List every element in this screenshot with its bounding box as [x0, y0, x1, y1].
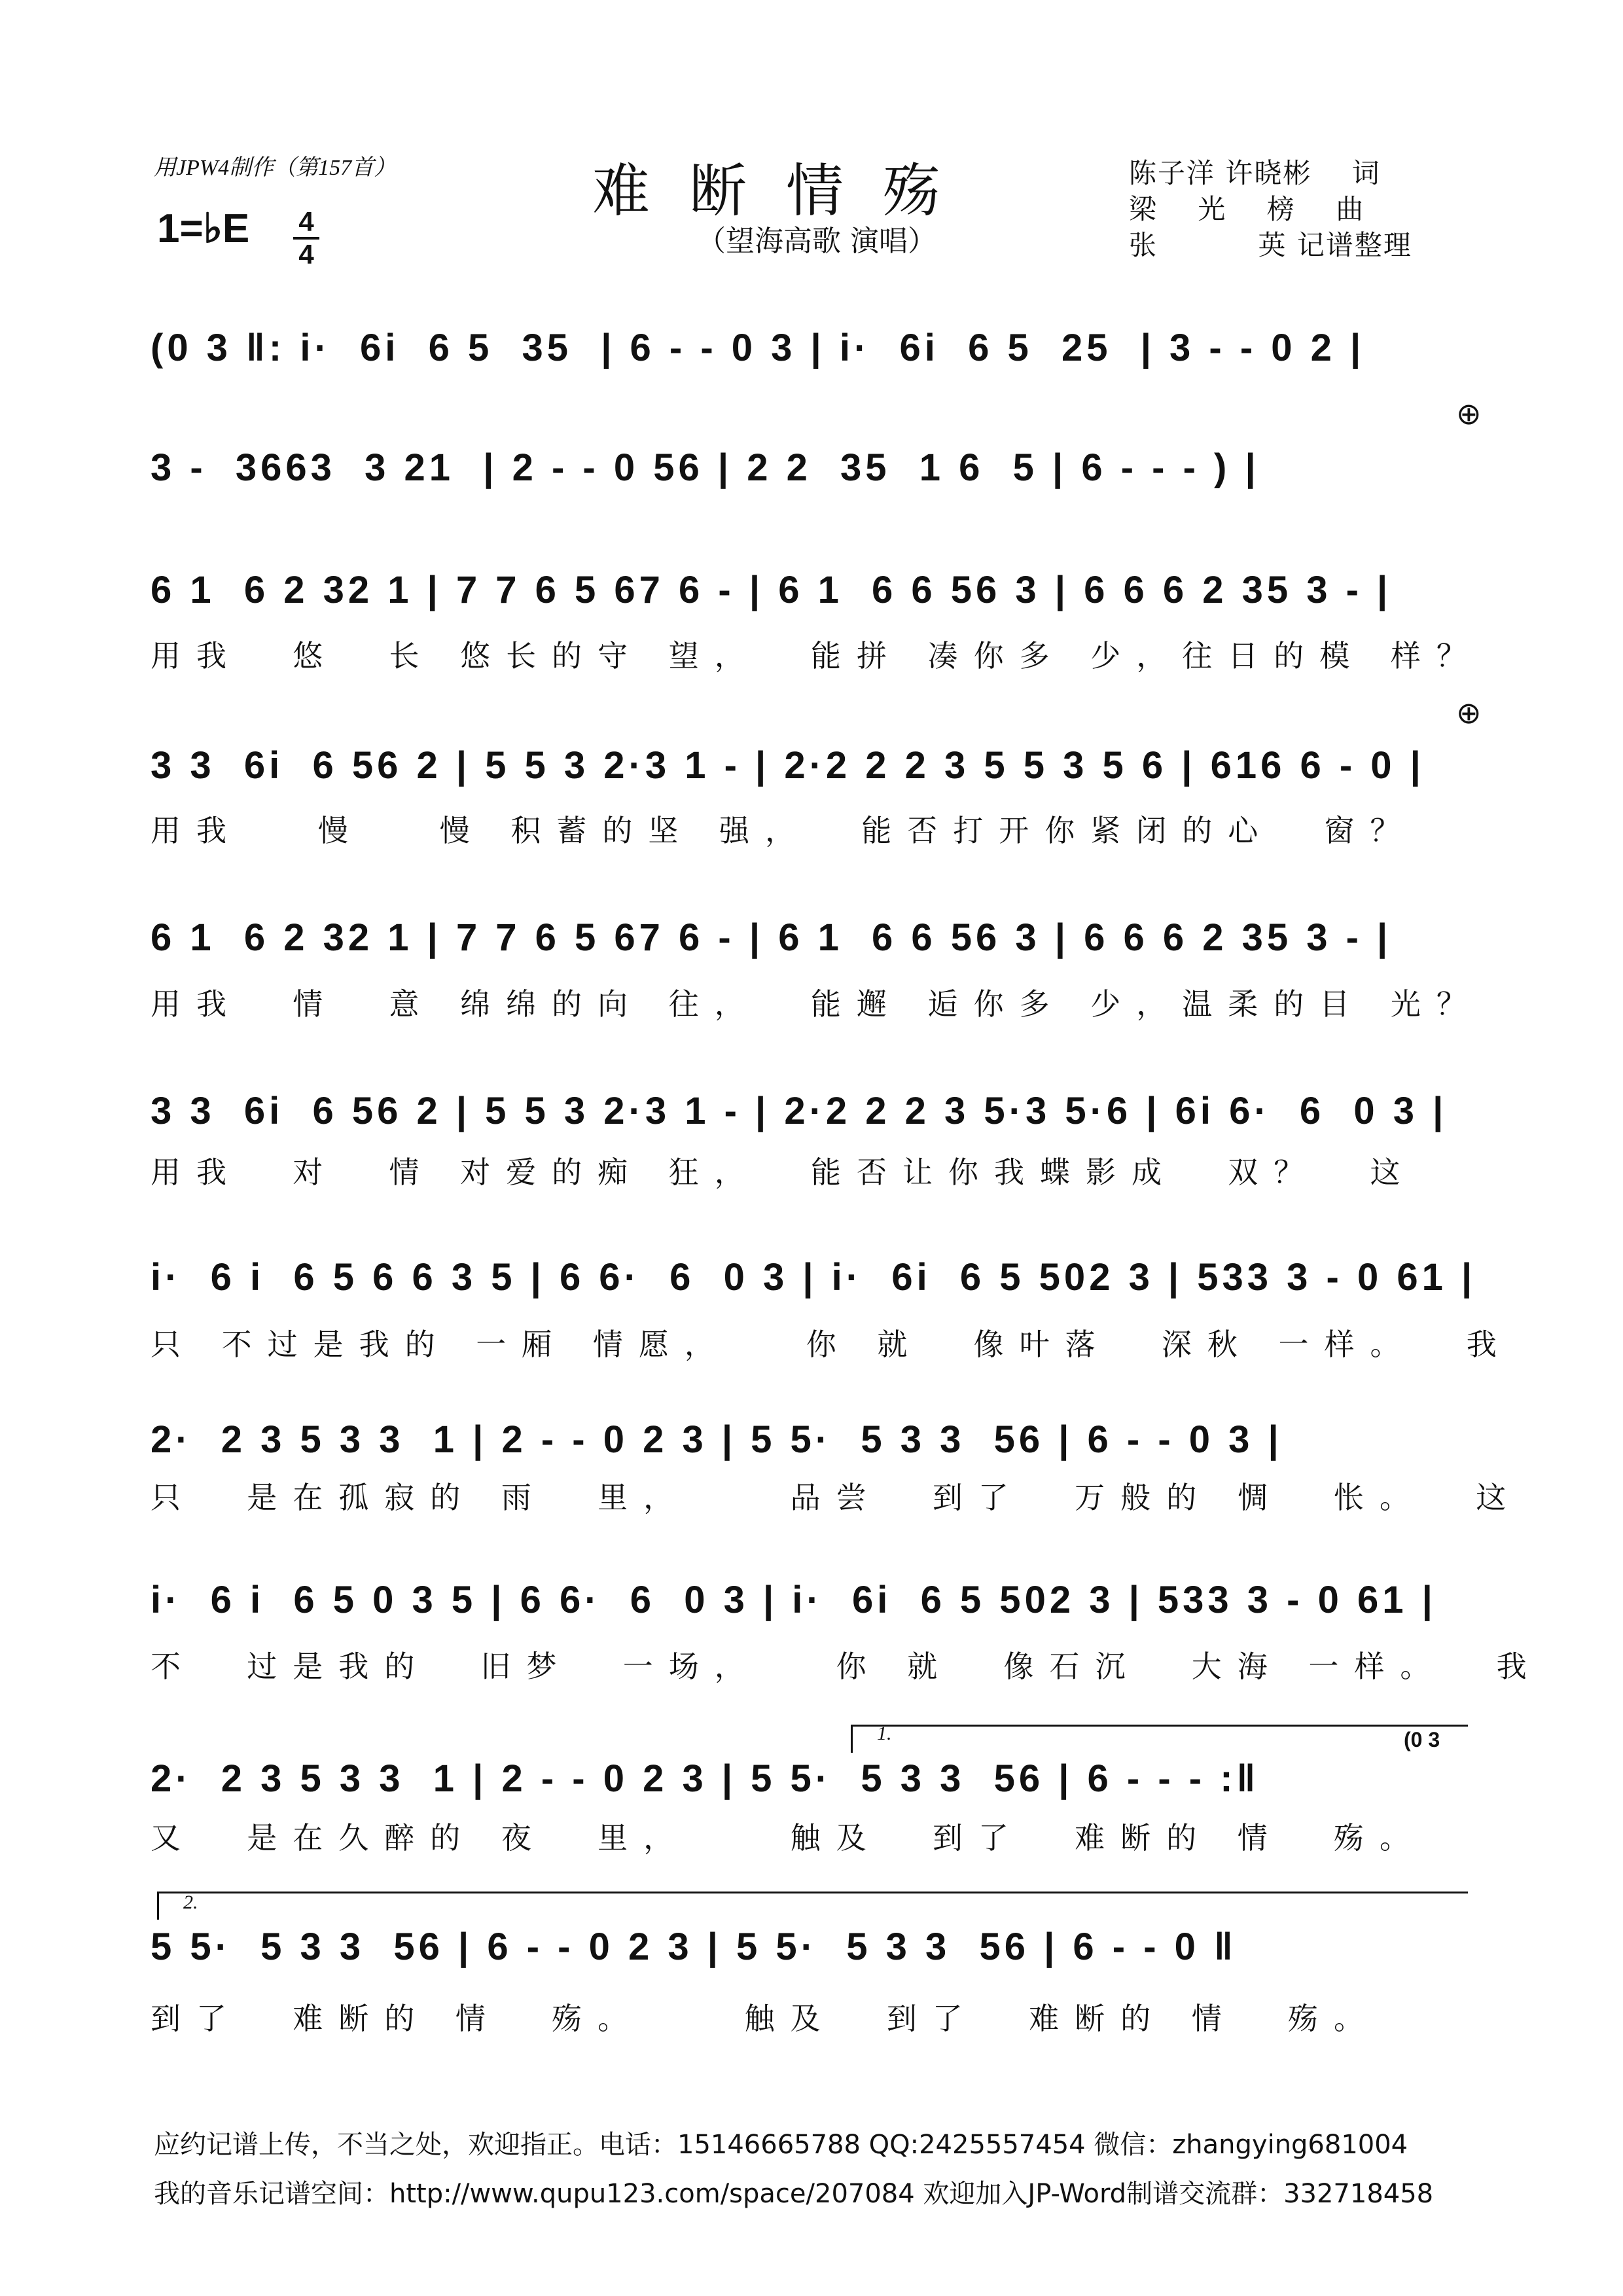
staff-system-7: [151, 1251, 1486, 1323]
repeat-pickup-note: (0 3: [1404, 1728, 1440, 1751]
lyric-line: 只 不过是我的 一厢 情愿， 你 就 像叶落 深秋 一样。 我: [151, 1327, 1512, 1362]
staff-system-5: [151, 912, 1486, 984]
lyricist-credit: 陈子洋 许晓彬 词: [1129, 157, 1381, 189]
lyric-line: 只 是在孤寂的 雨 里， 品尝 到了 万般的 惆 怅。 这: [151, 1480, 1522, 1515]
notation-line: i· 6 i 6 5 6 6 3 5 | 6 6· 6 0 3 | i· 6i 6 5 502 3 | 533 3 - 0 61 |: [151, 1256, 1476, 1299]
time-signature-top: 4: [298, 206, 314, 237]
coda-icon: ⊕: [1456, 695, 1482, 730]
staff-system-1: [151, 322, 1486, 394]
staff-system-6: [151, 1085, 1486, 1157]
time-signature-bottom: 4: [298, 239, 314, 270]
volta-label-2: 2.: [183, 1892, 198, 1913]
notation-line: 3 - 3663 3 21 | 2 - - 0 56 | 2 2 35 1 6 5 | 6 - - - ) |: [151, 446, 1260, 489]
notation-line: 2· 2 3 5 3 3 1 | 2 - - 0 2 3 | 5 5· 5 3 3 56 | 6 - - 0 3 |: [151, 1418, 1283, 1461]
lyric-line: 用我 情 意 绵绵的向 往， 能邂 逅你多 少，温柔的目 光？: [151, 986, 1482, 1022]
coda-icon: ⊕: [1456, 396, 1482, 431]
transcriber-credit: 张 英 记谱整理: [1129, 229, 1412, 261]
lyric-line: 到了 难断的 情 殇。 触及 到了 难断的 情 殇。: [151, 2001, 1380, 2036]
footer-website-line: 我的音乐记谱空间：http://www.qupu123.com/space/207084 欢迎加入JP-Word制谱交流群：332718458: [154, 2179, 1434, 2209]
volta-bracket-1: [851, 1725, 1468, 1753]
staff-system-4: [151, 740, 1486, 812]
notation-line: (0 3 ‖: i· 6i 6 5 35 | 6 - - 0 3 | i· 6i 6 5 25 | 3 - - 0 2 |: [151, 327, 1365, 369]
notation-line: 5 5· 5 3 3 56 | 6 - - 0 2 3 | 5 5· 5 3 3 56 | 6 - - 0 ‖: [151, 1926, 1237, 1968]
staff-system-3: [151, 564, 1486, 636]
notation-line: i· 6 i 6 5 0 3 5 | 6 6· 6 0 3 | i· 6i 6 5 502 3 | 533 3 - 0 61 |: [151, 1579, 1436, 1621]
notation-line: 2· 2 3 5 3 3 1 | 2 - - 0 2 3 | 5 5· 5 3 3 56 | 6 - - - :‖: [151, 1757, 1260, 1800]
lyric-line: 用我 悠 长 悠长的守 望， 能拼 凑你多 少，往日的模 样？: [151, 638, 1482, 673]
song-subtitle: （望海高歌 演唱）: [697, 224, 936, 258]
time-signature: [293, 208, 319, 268]
lyric-line: 用我 慢 慢 积蓄的坚 强， 能否打开你紧闭的心 窗？: [151, 813, 1416, 848]
key-signature: 1=♭E: [157, 206, 250, 251]
volta-bracket-2: [157, 1892, 1468, 1920]
lyric-line: 用我 对 情 对爱的痴 狂， 能否让你我蝶影成 双？ 这: [151, 1155, 1416, 1190]
lyric-line: 又 是在久醉的 夜 里， 触及 到了 难断的 情 殇。: [151, 1820, 1425, 1856]
notation-line: 3 3 6i 6 56 2 | 5 5 3 2·3 1 - | 2·2 2 2 3 5·3 5·6 | 6i 6· 6 0 3 |: [151, 1090, 1448, 1132]
maker-credit: 用JPW4制作（第157首）: [154, 156, 397, 180]
staff-system-2: [151, 442, 1486, 514]
notation-line: 3 3 6i 6 56 2 | 5 5 3 2·3 1 - | 2·2 2 2 3 5 5 3 5 6 | 616 6 - 0 |: [151, 744, 1425, 787]
staff-system-11: [151, 1921, 1486, 1993]
lyric-line: 不 过是我的 旧梦 一场， 你 就 像石沉 大海 一样。 我: [151, 1649, 1543, 1684]
notation-line: 6 1 6 2 32 1 | 7 7 6 5 67 6 - | 6 1 6 6 56 3 | 6 6 6 2 35 3 - |: [151, 569, 1392, 611]
volta-label-1: 1.: [877, 1723, 892, 1744]
staff-system-9: [151, 1574, 1486, 1646]
composer-credit: 梁 光 榜 曲: [1129, 193, 1365, 225]
song-title: 难断情殇: [592, 157, 980, 224]
notation-line: 6 1 6 2 32 1 | 7 7 6 5 67 6 - | 6 1 6 6 56 3 | 6 6 6 2 35 3 - |: [151, 916, 1392, 959]
footer-contact-line: 应约记谱上传，不当之处，欢迎指正。电话：15146665788 QQ:2425557454 微信：zhangying681004: [154, 2130, 1408, 2160]
